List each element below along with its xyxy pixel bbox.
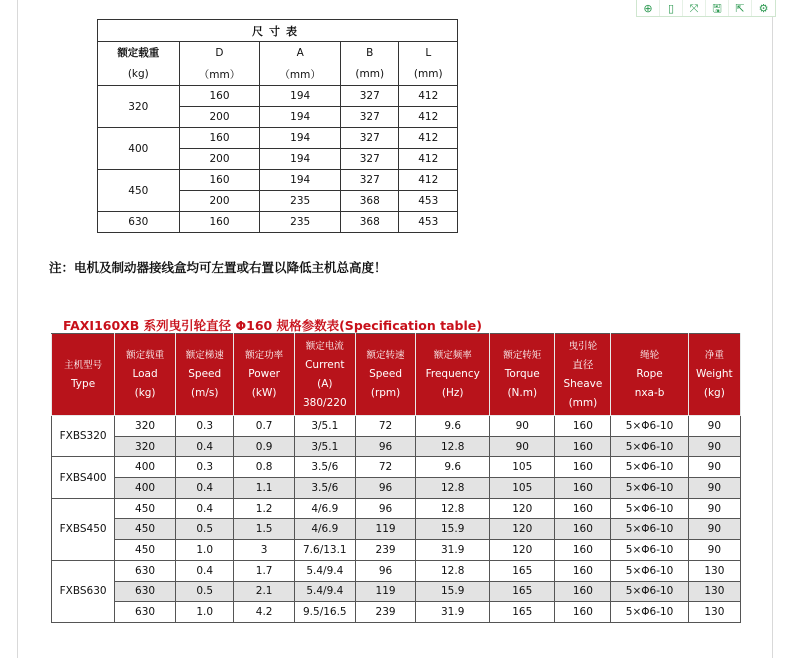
spec-header-line: 额定转速 xyxy=(366,350,405,361)
spec-header-line: (kg) xyxy=(703,387,725,399)
size-value-cell: 368 xyxy=(341,191,399,212)
zoom-icon[interactable]: ⊕ xyxy=(637,0,660,16)
size-value-cell: 327 xyxy=(341,149,399,170)
fullscreen-icon[interactable]: ⤧ xyxy=(683,0,706,16)
spec-value-cell: 160 xyxy=(555,478,611,499)
size-value-cell: 160 xyxy=(179,128,260,149)
spec-model-cell: FXBS320 xyxy=(52,416,115,457)
spec-value-cell: 160 xyxy=(555,457,611,478)
spec-value-cell: 15.9 xyxy=(416,581,490,602)
size-value-cell: 368 xyxy=(341,212,399,233)
spec-value-cell: 5×Φ6-10 xyxy=(611,457,688,478)
spec-value-cell: 90 xyxy=(688,519,740,540)
spec-value-cell: 31.9 xyxy=(416,602,490,623)
spec-table-row xyxy=(52,560,741,581)
size-value-cell: 453 xyxy=(399,212,458,233)
spec-header-line: (Hz) xyxy=(441,387,464,399)
spec-header-line: 主机型号 xyxy=(64,359,103,371)
spec-header-line: 额定功率 xyxy=(245,350,284,361)
spec-model-cell: FXBS630 xyxy=(52,560,115,622)
spec-value-cell: 12.8 xyxy=(416,436,490,457)
size-value-cell: 194 xyxy=(260,128,341,149)
spec-value-cell: 239 xyxy=(355,540,415,561)
spec-value-cell: 320 xyxy=(115,416,176,437)
spec-value-cell: 5.4/9.4 xyxy=(294,560,355,581)
spec-header-line: 额定梯速 xyxy=(185,350,224,361)
spec-value-cell: 120 xyxy=(490,498,555,519)
spec-model-cell: FXBS400 xyxy=(52,457,115,498)
spec-header-line: nxa-b xyxy=(634,387,665,399)
size-value-cell: 235 xyxy=(260,191,341,212)
spec-value-cell: 165 xyxy=(490,581,555,602)
spec-table-title: FAXI160XB 系列曳引轮直径 Φ160 规格参数表(Specification table) xyxy=(63,318,482,333)
spec-value-cell: 239 xyxy=(355,602,415,623)
spec-value-cell: 90 xyxy=(490,436,555,457)
spec-value-cell: 450 xyxy=(115,498,176,519)
spec-value-cell: 96 xyxy=(355,478,415,499)
size-header-a-unit: （mm） xyxy=(260,64,341,86)
spec-value-cell: 96 xyxy=(355,560,415,581)
spec-value-cell: 119 xyxy=(355,519,415,540)
size-value-cell: 327 xyxy=(341,170,399,191)
spec-value-cell: 400 xyxy=(115,478,176,499)
spec-table-row xyxy=(52,581,741,602)
spec-value-cell: 5×Φ6-10 xyxy=(611,560,688,581)
spec-value-cell: 5×Φ6-10 xyxy=(611,436,688,457)
spec-table-row xyxy=(52,540,741,561)
spec-header-cell xyxy=(52,334,115,416)
size-header-a: A xyxy=(260,42,341,64)
spec-header-cell xyxy=(175,334,234,416)
spec-header-cell xyxy=(688,334,740,416)
spec-value-cell: 1.0 xyxy=(175,540,234,561)
size-value-cell: 412 xyxy=(399,128,458,149)
size-value-cell: 412 xyxy=(399,107,458,128)
size-load-cell: 320 xyxy=(98,86,180,128)
spec-value-cell: 0.4 xyxy=(175,478,234,499)
spec-value-cell: 400 xyxy=(115,457,176,478)
spec-table-row xyxy=(52,498,741,519)
spec-header-line: (kW) xyxy=(251,387,277,399)
spec-value-cell: 90 xyxy=(688,416,740,437)
spec-header-line: 额定电流 xyxy=(305,340,344,352)
spec-value-cell: 12.8 xyxy=(416,560,490,581)
spec-value-cell: 0.3 xyxy=(175,457,234,478)
spec-header-line: (m/s) xyxy=(191,387,219,399)
spec-value-cell: 320 xyxy=(115,436,176,457)
spec-value-cell: 3/5.1 xyxy=(294,416,355,437)
spec-value-cell: 0.4 xyxy=(175,498,234,519)
spec-value-cell: 630 xyxy=(115,581,176,602)
spec-value-cell: 3 xyxy=(234,540,294,561)
spec-value-cell: 31.9 xyxy=(416,540,490,561)
spec-value-cell: 630 xyxy=(115,602,176,623)
spec-value-cell: 105 xyxy=(490,478,555,499)
spec-table-row xyxy=(52,457,741,478)
spec-header-cell xyxy=(416,334,490,416)
spec-header-cell xyxy=(355,334,415,416)
size-value-cell: 412 xyxy=(399,170,458,191)
size-header-b-unit: (mm) xyxy=(341,64,399,86)
size-value-cell: 194 xyxy=(260,107,341,128)
spec-header-line: 直径 xyxy=(572,358,594,371)
spec-value-cell: 5×Φ6-10 xyxy=(611,416,688,437)
spec-value-cell: 5×Φ6-10 xyxy=(611,602,688,623)
spec-header-cell xyxy=(611,334,688,416)
spec-header-cell xyxy=(555,334,611,416)
spec-value-cell: 90 xyxy=(688,498,740,519)
spec-value-cell: 3.5/6 xyxy=(294,478,355,499)
spec-value-cell: 160 xyxy=(555,519,611,540)
spec-header-line: (A) xyxy=(317,377,333,390)
size-value-cell: 327 xyxy=(341,128,399,149)
spec-header-line: (N.m) xyxy=(507,387,538,399)
spec-header-line: 额定载重 xyxy=(126,350,165,361)
size-value-cell: 200 xyxy=(179,149,260,170)
spec-value-cell: 12.8 xyxy=(416,478,490,499)
spec-value-cell: 160 xyxy=(555,560,611,581)
size-load-cell: 450 xyxy=(98,170,180,212)
spec-value-cell: 4/6.9 xyxy=(294,498,355,519)
spec-value-cell: 3/5.1 xyxy=(294,436,355,457)
spec-header-line: 净重 xyxy=(704,350,724,361)
spec-value-cell: 96 xyxy=(355,436,415,457)
spec-value-cell: 96 xyxy=(355,498,415,519)
size-header-l-unit: (mm) xyxy=(399,64,458,86)
spec-value-cell: 72 xyxy=(355,457,415,478)
spec-value-cell: 1.7 xyxy=(234,560,294,581)
spec-value-cell: 160 xyxy=(555,416,611,437)
spec-header-line: Weight xyxy=(696,368,733,380)
spec-header-line: (rpm) xyxy=(370,387,401,399)
size-table-row xyxy=(98,170,458,191)
spec-header-line: (kg) xyxy=(134,387,156,399)
spec-value-cell: 90 xyxy=(688,540,740,561)
spec-value-cell: 120 xyxy=(490,540,555,561)
spec-value-cell: 0.5 xyxy=(175,519,234,540)
spec-value-cell: 160 xyxy=(555,581,611,602)
spec-value-cell: 90 xyxy=(688,457,740,478)
spec-value-cell: 5.4/9.4 xyxy=(294,581,355,602)
spec-header-line: Frequency xyxy=(425,368,480,380)
size-header-l: L xyxy=(399,42,458,64)
spec-value-cell: 160 xyxy=(555,602,611,623)
spec-header-cell xyxy=(490,334,555,416)
spec-value-cell: 5×Φ6-10 xyxy=(611,498,688,519)
size-header-load-unit: (kg) xyxy=(98,64,180,86)
spec-value-cell: 5×Φ6-10 xyxy=(611,581,688,602)
size-table-row xyxy=(98,128,458,149)
size-value-cell: 194 xyxy=(260,86,341,107)
spec-table-row xyxy=(52,478,741,499)
spec-header-line: Sheave xyxy=(563,377,603,390)
spec-value-cell: 160 xyxy=(555,498,611,519)
size-value-cell: 235 xyxy=(260,212,341,233)
spec-table-row xyxy=(52,416,741,437)
spec-value-cell: 15.9 xyxy=(416,519,490,540)
spec-value-cell: 1.0 xyxy=(175,602,234,623)
spec-header-cell xyxy=(115,334,176,416)
spec-value-cell: 119 xyxy=(355,581,415,602)
spec-value-cell: 1.2 xyxy=(234,498,294,519)
spec-value-cell: 2.1 xyxy=(234,581,294,602)
spec-value-cell: 5×Φ6-10 xyxy=(611,519,688,540)
size-value-cell: 194 xyxy=(260,170,341,191)
spec-value-cell: 450 xyxy=(115,519,176,540)
size-value-cell: 453 xyxy=(399,191,458,212)
spec-value-cell: 120 xyxy=(490,519,555,540)
spec-header-line: 绳轮 xyxy=(640,350,660,361)
size-header-d: D xyxy=(179,42,260,64)
spec-table xyxy=(51,333,741,623)
size-load-cell: 630 xyxy=(98,212,180,233)
spec-value-cell: 0.7 xyxy=(234,416,294,437)
size-value-cell: 412 xyxy=(399,86,458,107)
spec-value-cell: 90 xyxy=(688,478,740,499)
spec-value-cell: 7.6/13.1 xyxy=(294,540,355,561)
spec-header-line: 额定频率 xyxy=(433,350,472,361)
spec-value-cell: 9.5/16.5 xyxy=(294,602,355,623)
note-text: 注：电机及制动器接线盒均可左置或右置以降低主机总高度！ xyxy=(49,260,387,275)
spec-value-cell: 160 xyxy=(555,540,611,561)
spec-value-cell: 130 xyxy=(688,581,740,602)
spec-header-line: Load xyxy=(132,368,158,380)
spec-value-cell: 1.1 xyxy=(234,478,294,499)
spec-value-cell: 4.2 xyxy=(234,602,294,623)
size-table-row xyxy=(98,86,458,107)
size-load-cell: 400 xyxy=(98,128,180,170)
spec-header-cell xyxy=(234,334,294,416)
spec-table-row xyxy=(52,519,741,540)
spec-header-line: Power xyxy=(248,368,280,380)
spec-header-line: 额定转矩 xyxy=(503,350,542,361)
size-header-load: 额定载重 xyxy=(98,42,180,64)
spec-table-row xyxy=(52,436,741,457)
spec-value-cell: 5×Φ6-10 xyxy=(611,540,688,561)
size-value-cell: 160 xyxy=(179,170,260,191)
spec-value-cell: 90 xyxy=(490,416,555,437)
size-value-cell: 327 xyxy=(341,107,399,128)
spec-value-cell: 9.6 xyxy=(416,457,490,478)
spec-value-cell: 4/6.9 xyxy=(294,519,355,540)
spec-value-cell: 5×Φ6-10 xyxy=(611,478,688,499)
spec-value-cell: 0.9 xyxy=(234,436,294,457)
page-icon[interactable]: ▯ xyxy=(660,0,683,16)
spec-value-cell: 0.4 xyxy=(175,560,234,581)
spec-value-cell: 9.6 xyxy=(416,416,490,437)
size-table-row xyxy=(98,212,458,233)
spec-value-cell: 0.3 xyxy=(175,416,234,437)
spec-value-cell: 72 xyxy=(355,416,415,437)
spec-value-cell: 130 xyxy=(688,602,740,623)
size-value-cell: 200 xyxy=(179,191,260,212)
spec-value-cell: 450 xyxy=(115,540,176,561)
spec-value-cell: 130 xyxy=(688,560,740,581)
spec-header-line: Speed xyxy=(369,368,402,380)
size-value-cell: 327 xyxy=(341,86,399,107)
spec-header-line: Speed xyxy=(188,368,222,380)
spec-model-cell: FXBS450 xyxy=(52,498,115,560)
spec-header-line: Rope xyxy=(636,368,663,380)
size-value-cell: 160 xyxy=(179,86,260,107)
spec-value-cell: 630 xyxy=(115,560,176,581)
spec-header-line: (mm) xyxy=(568,396,598,409)
spec-value-cell: 0.4 xyxy=(175,436,234,457)
save-icon[interactable]: 🖫 xyxy=(706,0,729,16)
size-header-d-unit: （mm） xyxy=(179,64,260,86)
spec-header-line: Torque xyxy=(504,368,540,380)
size-value-cell: 412 xyxy=(399,149,458,170)
size-value-cell: 160 xyxy=(179,212,260,233)
spec-header-cell xyxy=(294,334,355,416)
size-value-cell: 200 xyxy=(179,107,260,128)
spec-header-line: 380/220 xyxy=(303,396,347,409)
settings-icon[interactable]: ⚙ xyxy=(758,1,769,15)
spec-value-cell: 90 xyxy=(688,436,740,457)
spec-header-line: Current xyxy=(305,358,345,371)
spec-header-line: 曳引轮 xyxy=(568,340,598,352)
spec-value-cell: 165 xyxy=(490,560,555,581)
size-header-b: B xyxy=(341,42,399,64)
spec-table-row xyxy=(52,602,741,623)
spec-value-cell: 160 xyxy=(555,436,611,457)
spec-value-cell: 0.5 xyxy=(175,581,234,602)
spec-value-cell: 0.8 xyxy=(234,457,294,478)
spec-value-cell: 105 xyxy=(490,457,555,478)
spec-header-line: Type xyxy=(71,377,96,390)
size-value-cell: 194 xyxy=(260,149,341,170)
spec-value-cell: 1.5 xyxy=(234,519,294,540)
spec-value-cell: 12.8 xyxy=(416,498,490,519)
spec-value-cell: 3.5/6 xyxy=(294,457,355,478)
share-icon[interactable]: ⇱ xyxy=(729,0,752,16)
size-table xyxy=(97,19,458,233)
spec-value-cell: 165 xyxy=(490,602,555,623)
viewer-toolbar xyxy=(636,0,776,17)
size-table-title: 尺寸表 xyxy=(98,20,458,42)
